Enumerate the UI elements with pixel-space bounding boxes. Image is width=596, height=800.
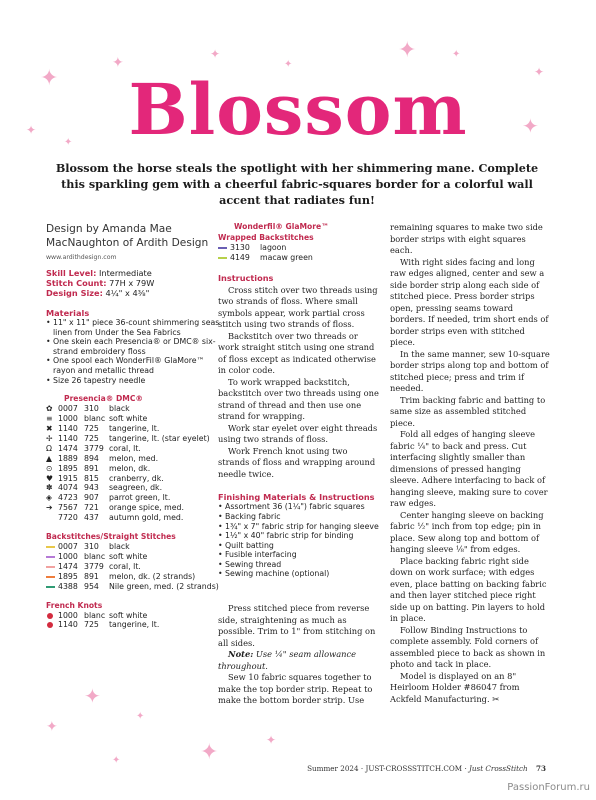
finishing-paragraph: Sew 10 fabric squares together to make the top border strip. Repeat to make the bottom border strip. Use (218, 672, 373, 706)
dmc-code: 437 (84, 513, 99, 523)
presencia-code: 4723 (58, 493, 78, 503)
dmc-code: 725 (84, 433, 99, 443)
color-name: soft white (109, 610, 148, 620)
color-name: black (109, 404, 130, 414)
dmc-code: 954 (84, 581, 99, 591)
column-materials (46, 222, 224, 630)
title-area (0, 40, 596, 160)
color-key-row (46, 444, 224, 454)
column-assembly (390, 222, 550, 705)
stitch-symbol-icon: ♥ (46, 473, 53, 483)
sparkle-icon: ✦ (64, 137, 73, 148)
instruction-paragraph: Backstitch over two threads or work straight stitch using one strand of floss except as indicated otherwise in color code. (218, 330, 376, 376)
sparkle-icon: ✦ (46, 719, 58, 735)
wrapped-row (218, 243, 380, 253)
color-name: tangerine, lt. (109, 620, 160, 630)
assembly-paragraph: With right sides facing and long raw edges aligned, center and sew a side border strip along each side of stitched piece. Press border strips open, pressing seams toward borders. If needed, trim short ends of border strips even with stitched piece. (390, 256, 549, 347)
wrapped-line-icon (218, 253, 230, 263)
list-item: • Fusible interfacing (218, 550, 380, 560)
color-name: melon, dk. (2 strands) (109, 571, 196, 581)
french-knots-heading: French Knots (46, 600, 103, 610)
dmc-code: 891 (84, 463, 99, 473)
color-name: soft white (109, 414, 148, 424)
finishing-paragraph: Press stitched piece from reverse side, straightening as much as possible. Trim to 1" from stitching on all sides. (218, 603, 376, 648)
presencia-code: 1889 (58, 453, 78, 463)
presencia-code: 1000 (58, 551, 78, 561)
backstitch-line-icon (46, 552, 58, 562)
color-key-row (46, 454, 224, 464)
dmc-code: blanc (84, 414, 106, 424)
intro-text: Blossom the horse steals the spotlight with her shimmering mane. Complete this sparkling gem with a cheerful fabric-squares border for a colorful wall accent that radiates fun! (55, 161, 539, 207)
sparkle-icon: ✦ (84, 684, 101, 708)
footer-site[interactable]: JUST-CROSSSTITCH.COM (365, 764, 463, 773)
presencia-code: 1140 (58, 620, 78, 630)
finishing-note: Note: Use ¼" seam allowance throughout. (218, 649, 357, 671)
sparkle-icon: ✦ (40, 66, 59, 91)
footer-issue: Summer 2024 (307, 764, 359, 773)
stitch-symbol-icon: ✢ (46, 433, 53, 443)
list-item: • Sewing machine (optional) (218, 569, 380, 579)
backstitch-line-icon (46, 582, 58, 592)
dmc-code: blanc (84, 610, 106, 620)
sparkle-icon: ✦ (266, 733, 277, 747)
dmc-code: 891 (84, 571, 99, 581)
assembly-paragraph: Center hanging sleeve on backing fabric ½" inch from top edge; pin in place. Sew along top and bottom of hanging sleeve ⅛" from edges. (390, 509, 544, 554)
color-name: coral, lt. (109, 443, 141, 453)
color-name: cranberry, dk. (109, 473, 164, 483)
presencia-code: 1000 (58, 414, 78, 424)
color-name: black (109, 542, 130, 552)
color-key-heading: Presencia® DMC® (64, 394, 144, 404)
stitch-symbol-icon: ➔ (46, 503, 53, 513)
sparkle-icon: ✦ (112, 755, 121, 766)
instruction-paragraph: Cross stitch over two threads using two strands of floss. Where small symbols appear, work partial cross stitch using two strands of floss. (218, 284, 378, 330)
assembly-paragraph: In the same manner, sew 10-square border strips along top and bottom of stitched piece; press and trim if needed. (390, 348, 550, 393)
presencia-code: 1895 (58, 571, 78, 581)
backstitch-line-icon (46, 572, 58, 582)
backstitch-row (46, 552, 224, 562)
materials-heading: Materials (46, 308, 90, 318)
assembly-paragraph: Place backing fabric right side down on work surface; with edges even, place batting on backing fabric and then layer stitched piece right side up on batting. Pin layers to hold in place. (390, 555, 547, 623)
presencia-code: 1474 (58, 443, 78, 453)
sparkle-icon: ✦ (534, 65, 545, 79)
sparkle-icon: ✦ (398, 38, 417, 63)
list-item: • 1½" x 40" fabric strip for binding (218, 531, 380, 541)
watermark: PassionForum.ru (507, 782, 590, 793)
color-name: soft white (109, 551, 148, 561)
dmc-code: 894 (84, 453, 99, 463)
color-name: Nile green, med. (2 strands) (109, 581, 219, 591)
backstitch-list (46, 542, 224, 592)
color-name: orange spice, med. (109, 503, 184, 513)
color-name: tangerine, lt. (star eyelet) (109, 433, 210, 443)
color-key-row (46, 474, 224, 484)
sparkle-icon: ✦ (452, 49, 461, 60)
list-item: • Backing fabric (218, 512, 380, 522)
stitch-symbol-icon: ✿ (46, 404, 53, 414)
wonderfil-code: 3130 (230, 243, 250, 252)
designer-website[interactable]: www.ardithdesign.com (46, 254, 117, 261)
instruction-paragraph: Work star eyelet over eight threads using two strands of floss. (218, 422, 378, 445)
wonderfil-heading: Wonderfil® GlaMore™ (234, 222, 329, 231)
dmc-code: 310 (84, 404, 99, 414)
dmc-code: 3779 (84, 443, 104, 453)
presencia-code: 4388 (58, 581, 78, 591)
sparkle-icon: ✦ (284, 59, 293, 70)
stitch-symbol-icon: ▲ (46, 453, 52, 463)
sparkle-icon: ✦ (210, 47, 221, 61)
french-knot-list (46, 611, 224, 631)
stitch-symbol-icon: ⊙ (46, 463, 53, 473)
dmc-code: 721 (84, 503, 99, 513)
color-name: tangerine, lt. (109, 423, 160, 433)
stitch-symbol-icon: Ω (46, 443, 52, 453)
color-key-row (46, 414, 224, 424)
presencia-code: 4074 (58, 483, 78, 493)
color-key-row (46, 493, 224, 503)
spec-design-size: Design Size: 4¼" x 4⅜" (46, 288, 150, 298)
dmc-code: 3779 (84, 561, 104, 571)
stitch-symbol-icon: ✽ (46, 483, 53, 493)
dmc-code: blanc (84, 551, 106, 561)
presencia-code: 1140 (58, 433, 78, 443)
backstitches-heading: Backstitches/Straight Stitches (46, 532, 176, 542)
project-specs (46, 268, 224, 298)
color-key-list (46, 404, 224, 523)
color-name: coral, lt. (109, 561, 141, 571)
stitch-symbol-icon: ◈ (46, 493, 52, 503)
backstitch-row (46, 562, 224, 572)
instructions-heading: Instructions (218, 272, 274, 283)
assembly-paragraph: Follow Binding Instructions to complete assembly. Fold corners of assembled piece to back as shown in photo and tack in place. (390, 624, 546, 669)
presencia-code: 1140 (58, 423, 78, 433)
designer-credit: Design by Amanda Mae MacNaughton of Ardith Design (46, 223, 209, 249)
backstitch-line-icon (46, 542, 58, 552)
wrapped-backstitches-heading: Wrapped Backstitches (218, 233, 314, 242)
spec-stitch-count: Stitch Count: 77H x 79W (46, 278, 155, 288)
page-number: 73 (535, 764, 546, 773)
list-item: • One skein each Presencia® or DMC® six-strand embroidery floss (46, 337, 224, 356)
wrapped-line-icon (218, 243, 230, 253)
page-footer: Summer 2024 · JUST-CROSSSTITCH.COM · Just CrossStitch 73 (307, 764, 546, 773)
color-key-row (46, 404, 224, 414)
assembly-paragraph: remaining squares to make two side border strips with eight squares each. (390, 222, 543, 255)
list-item: • Sewing thread (218, 560, 380, 570)
list-item: • Assortment 36 (1¼") fabric squares (218, 502, 380, 512)
dmc-code: 943 (84, 483, 99, 493)
french-knot-row (46, 620, 224, 630)
color-name: parrot green, lt. (109, 493, 171, 503)
color-key-row (46, 424, 224, 434)
sparkle-icon: ✦ (200, 740, 219, 765)
footer-magazine: Just CrossStitch (469, 764, 528, 773)
stitch-symbol-icon: ≡ (46, 414, 53, 424)
presencia-code: 1895 (58, 463, 78, 473)
color-key-row (46, 483, 224, 493)
presencia-code: 7720 (58, 513, 78, 523)
list-item: • Quilt batting (218, 541, 380, 551)
assembly-paragraph: Fold all edges of hanging sleeve fabric ¼" to back and press. Cut interfacing slightly smaller than dimensions of pressed hanging sleeve. Adhere interfacing to back of hanging sleeve, making sure to cover raw edges. (390, 429, 548, 508)
color-name: melon, dk. (109, 463, 151, 473)
french-knot-row (46, 611, 224, 621)
list-item: • One spool each WonderFil® GlaMore™ rayon and metallic thread (46, 356, 224, 375)
presencia-code: 1000 (58, 610, 78, 620)
list-item: • 11" x 11" piece 36-count shimmering seas linen from Under the Sea Fabrics (46, 318, 224, 337)
color-name: lagoon (260, 243, 287, 252)
spec-skill-level: Skill Level: Intermediate (46, 268, 152, 278)
sparkle-icon: ✦ (112, 55, 124, 71)
dmc-code: 310 (84, 542, 99, 552)
list-item: • Size 26 tapestry needle (46, 376, 224, 386)
assembly-paragraph: Trim backing fabric and batting to same size as assembled stitched piece. (390, 394, 546, 428)
wrapped-row (218, 253, 380, 263)
assembly-paragraph: Model is displayed on an 8" Heirloom Holder #86047 from Ackfeld Manufacturing. ✂ (390, 670, 520, 704)
presencia-code: 1915 (58, 473, 78, 483)
dmc-code: 725 (84, 620, 99, 630)
list-item: • 1¾" x 7" fabric strip for hanging sleeve (218, 522, 380, 532)
sparkle-icon: ✦ (522, 114, 539, 138)
color-key-row (46, 434, 224, 444)
page-title: Blossom (128, 68, 468, 151)
sparkle-icon: ✦ (26, 123, 37, 137)
instruction-paragraph: Work French knot using two strands of floss and wrapping around needle twice. (218, 445, 376, 479)
color-name: melon, med. (109, 453, 159, 463)
backstitch-row (46, 582, 224, 592)
french-knot-dot-icon (46, 611, 58, 621)
wrapped-list (218, 243, 380, 263)
presencia-code: 0007 (58, 542, 78, 552)
presencia-code: 0007 (58, 404, 78, 414)
backstitch-row (46, 542, 224, 552)
color-name: seagreen, dk. (109, 483, 163, 493)
column-instructions (218, 222, 380, 707)
french-knot-dot-icon (46, 620, 58, 630)
finishing-heading: Finishing Materials & Instructions (218, 492, 375, 503)
color-key-row (46, 503, 224, 513)
stitch-symbol-icon (46, 513, 58, 523)
instruction-paragraph: To work wrapped backstitch, backstitch over two threads using one strand of thread and then use one strand for wrapping. (218, 376, 379, 422)
color-name: macaw green (260, 252, 313, 262)
sparkle-icon: ✦ (136, 711, 145, 722)
backstitch-line-icon (46, 562, 58, 572)
backstitch-row (46, 572, 224, 582)
dmc-code: 815 (84, 473, 99, 483)
presencia-code: 7567 (58, 503, 78, 513)
wonderfil-code: 4149 (230, 252, 250, 262)
color-key-row (46, 513, 224, 523)
color-key-row (46, 464, 224, 474)
color-name: autumn gold, med. (109, 513, 184, 523)
dmc-code: 725 (84, 423, 99, 433)
dmc-code: 907 (84, 493, 99, 503)
stitch-symbol-icon: ✖ (46, 423, 53, 433)
presencia-code: 1474 (58, 561, 78, 571)
